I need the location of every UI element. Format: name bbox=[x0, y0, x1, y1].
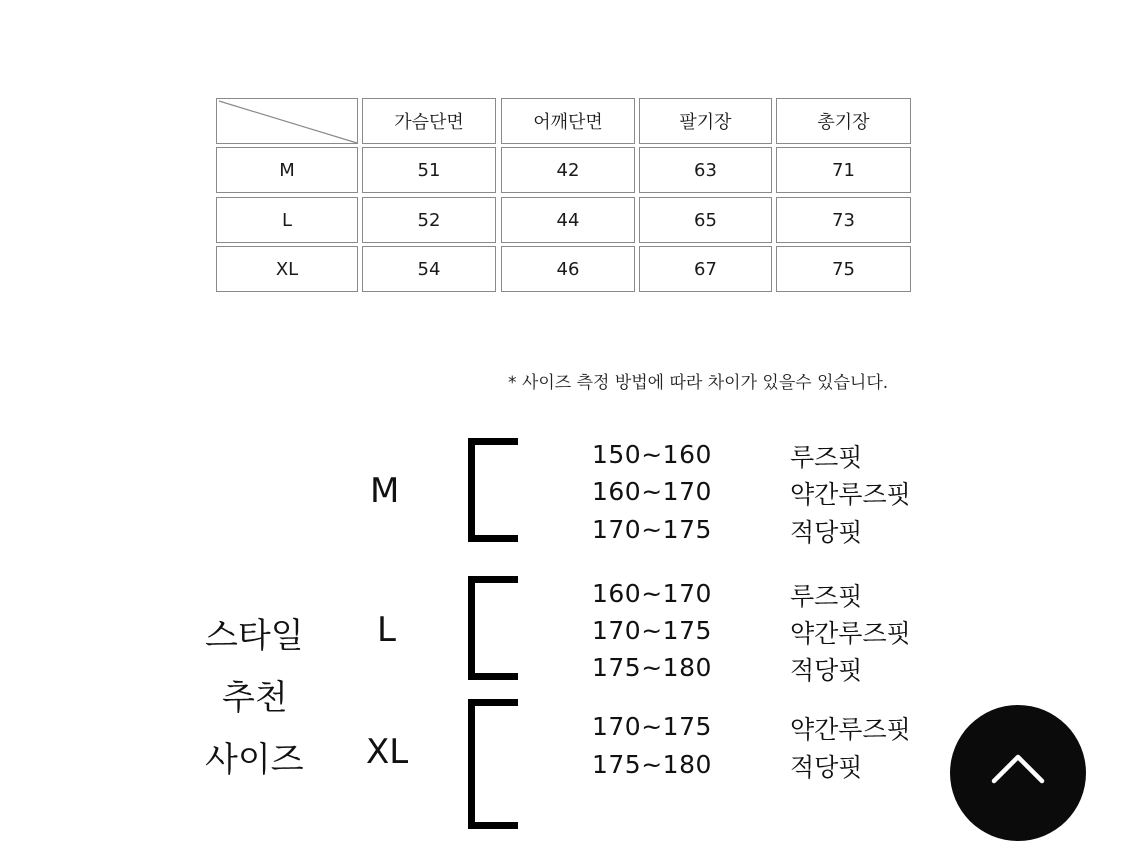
table-corner-cell bbox=[216, 98, 358, 144]
fit-label: 루즈핏 bbox=[790, 582, 863, 611]
table-cell: 44 bbox=[501, 197, 635, 243]
height-range: 160~170 bbox=[592, 477, 712, 506]
height-range: 170~175 bbox=[592, 712, 712, 741]
diagonal-line-icon bbox=[217, 99, 359, 145]
table-header-chest: 가슴단면 bbox=[362, 98, 496, 144]
table-cell: 63 bbox=[639, 147, 772, 193]
fit-label: 루즈핏 bbox=[790, 443, 863, 472]
height-range: 150~160 bbox=[592, 440, 712, 469]
recommend-size-label: XL bbox=[366, 732, 409, 772]
table-row-size: M bbox=[216, 147, 358, 193]
fit-label: 약간루즈핏 bbox=[790, 715, 911, 744]
table-header-sleeve: 팔기장 bbox=[639, 98, 772, 144]
bracket-icon bbox=[468, 438, 518, 542]
table-header-shoulder: 어깨단면 bbox=[501, 98, 635, 144]
table-row-size: XL bbox=[216, 246, 358, 292]
recommend-size-label: L bbox=[377, 610, 396, 650]
table-header-length: 총기장 bbox=[776, 98, 911, 144]
table-cell: 75 bbox=[776, 246, 911, 292]
bracket-icon bbox=[468, 576, 518, 680]
chevron-up-icon bbox=[988, 747, 1048, 787]
height-range: 170~175 bbox=[592, 515, 712, 544]
table-cell: 65 bbox=[639, 197, 772, 243]
recommendation-title-line: 추천 bbox=[222, 678, 288, 718]
scroll-to-top-button[interactable] bbox=[950, 705, 1086, 841]
table-cell: 54 bbox=[362, 246, 496, 292]
table-cell: 52 bbox=[362, 197, 496, 243]
fit-label: 적당핏 bbox=[790, 656, 863, 685]
recommend-size-label: M bbox=[370, 471, 400, 511]
table-cell: 71 bbox=[776, 147, 911, 193]
fit-label: 적당핏 bbox=[790, 518, 863, 547]
height-range: 160~170 bbox=[592, 579, 712, 608]
table-cell: 51 bbox=[362, 147, 496, 193]
table-cell: 42 bbox=[501, 147, 635, 193]
fit-label: 약간루즈핏 bbox=[790, 480, 911, 509]
recommendation-title-line: 스타일 bbox=[205, 616, 304, 656]
height-range: 175~180 bbox=[592, 653, 712, 682]
bracket-icon bbox=[468, 699, 518, 829]
table-cell: 46 bbox=[501, 246, 635, 292]
measurement-note: * 사이즈 측정 방법에 따라 차이가 있을수 있습니다. bbox=[508, 373, 889, 393]
recommendation-title-line: 사이즈 bbox=[205, 740, 304, 780]
fit-label: 약간루즈핏 bbox=[790, 619, 911, 648]
table-cell: 73 bbox=[776, 197, 911, 243]
height-range: 175~180 bbox=[592, 750, 712, 779]
table-row-size: L bbox=[216, 197, 358, 243]
table-cell: 67 bbox=[639, 246, 772, 292]
height-range: 170~175 bbox=[592, 616, 712, 645]
fit-label: 적당핏 bbox=[790, 753, 863, 782]
